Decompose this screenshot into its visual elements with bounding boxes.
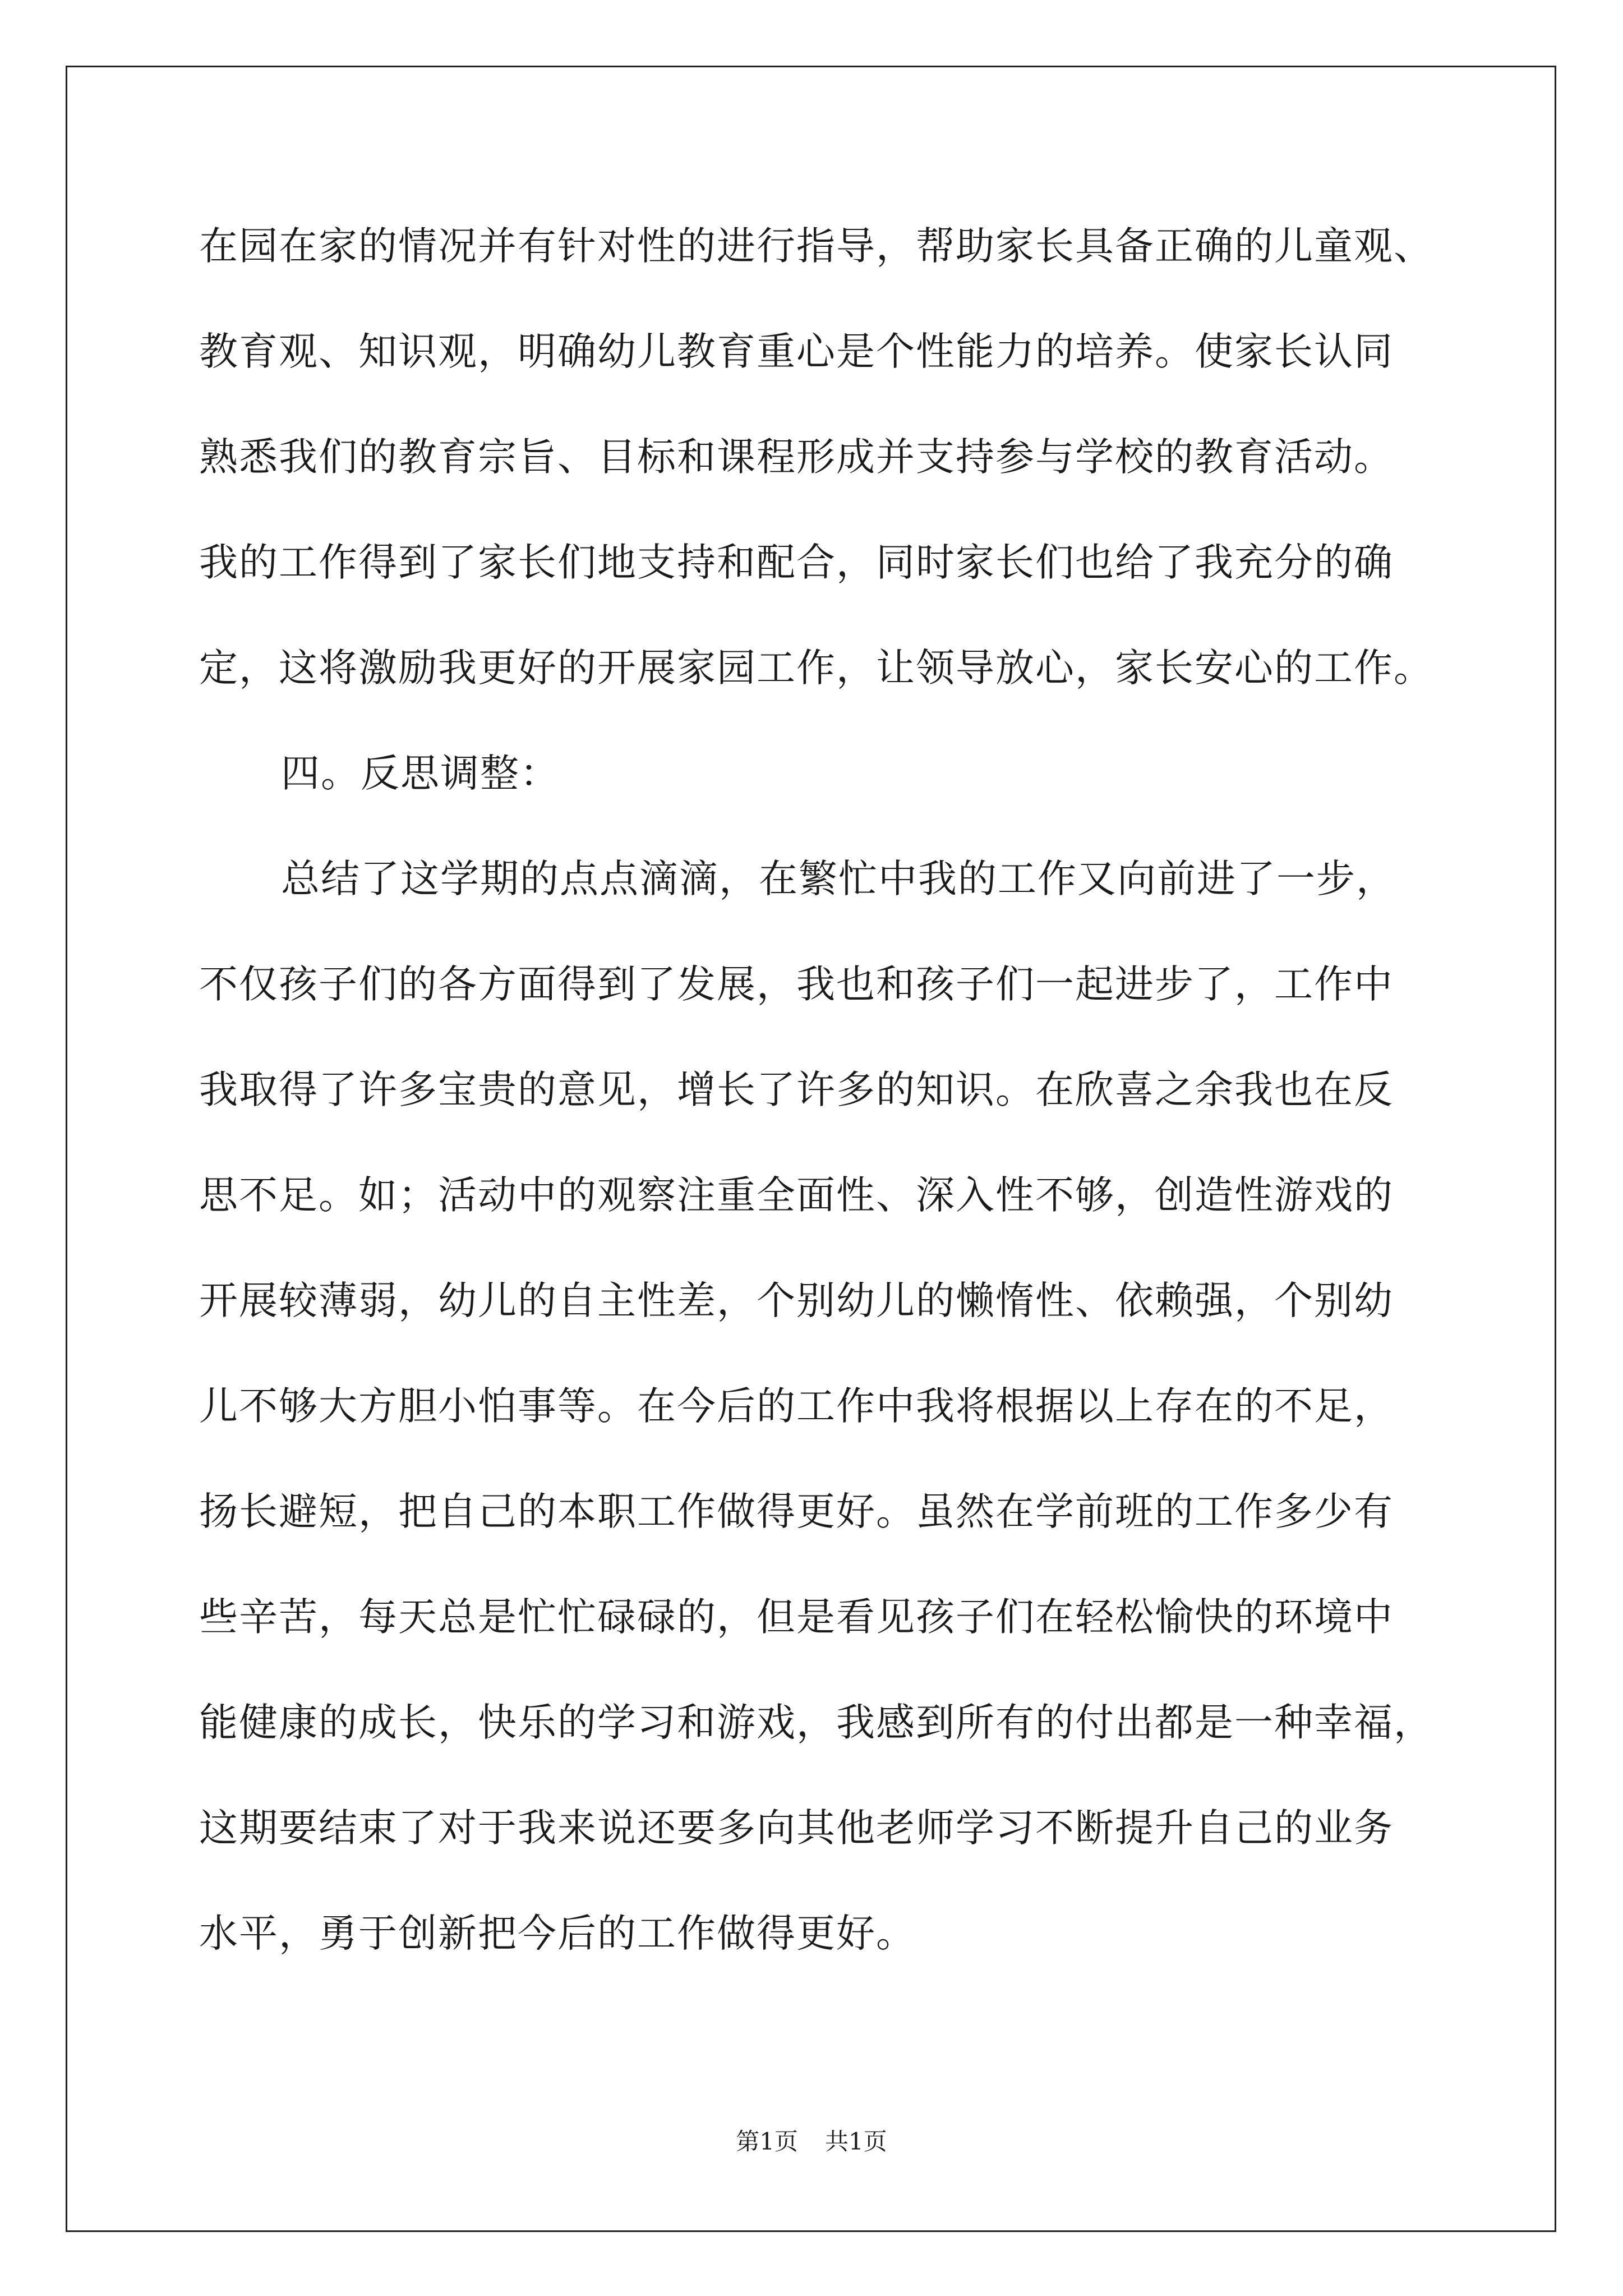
page-number: 第1页	[736, 2128, 798, 2155]
page-footer	[0, 2123, 1623, 2157]
text-line: 思不足。如；活动中的观察注重全面性、深入性不够，创造性游戏的	[199, 1173, 1394, 1218]
paragraph-first-line: 总结了这学期的点点滴滴，在繁忙中我的工作又向前进了一步，	[281, 857, 1396, 901]
text-line: 这期要结束了对于我来说还要多向其他老师学习不断提升自己的业务	[199, 1806, 1394, 1851]
text-line: 不仅孩子们的各方面得到了发展，我也和孩子们一起进步了，工作中	[199, 962, 1394, 1007]
text-line: 在园在家的情况并有针对性的进行指导，帮助家长具备正确的儿童观、	[199, 224, 1433, 269]
text-line: 儿不够大方胆小怕事等。在今后的工作中我将根据以上存在的不足，	[199, 1384, 1394, 1429]
document-body	[199, 194, 1467, 1986]
text-line: 开展较薄弱，幼儿的自主性差，个别幼儿的懒惰性、依赖强，个别幼	[199, 1278, 1394, 1323]
text-line: 水平，勇于创新把今后的工作做得更好。	[199, 1911, 916, 1956]
section-heading: 四。反思调整：	[281, 751, 560, 796]
text-line: 我取得了许多宝贵的意见，增长了许多的知识。在欣喜之余我也在反	[199, 1068, 1394, 1112]
text-line: 我的工作得到了家长们地支持和配合，同时家长们也给了我充分的确	[199, 540, 1394, 585]
text-line: 熟悉我们的教育宗旨、目标和课程形成并支持参与学校的教育活动。	[199, 435, 1394, 480]
text-line: 能健康的成长，快乐的学习和游戏，我感到所有的付出都是一种幸福，	[199, 1700, 1433, 1745]
text-line: 扬长避短，把自己的本职工作做得更好。虽然在学前班的工作多少有	[199, 1489, 1394, 1534]
text-line: 些辛苦，每天总是忙忙碌碌的，但是看见孩子们在轻松愉快的环境中	[199, 1595, 1394, 1640]
page-total: 共1页	[825, 2128, 887, 2155]
text-line: 教育观、知识观，明确幼儿教育重心是个性能力的培养。使家长认同	[199, 329, 1394, 374]
text-line: 定，这将激励我更好的开展家园工作，让领导放心，家长安心的工作。	[199, 646, 1433, 691]
